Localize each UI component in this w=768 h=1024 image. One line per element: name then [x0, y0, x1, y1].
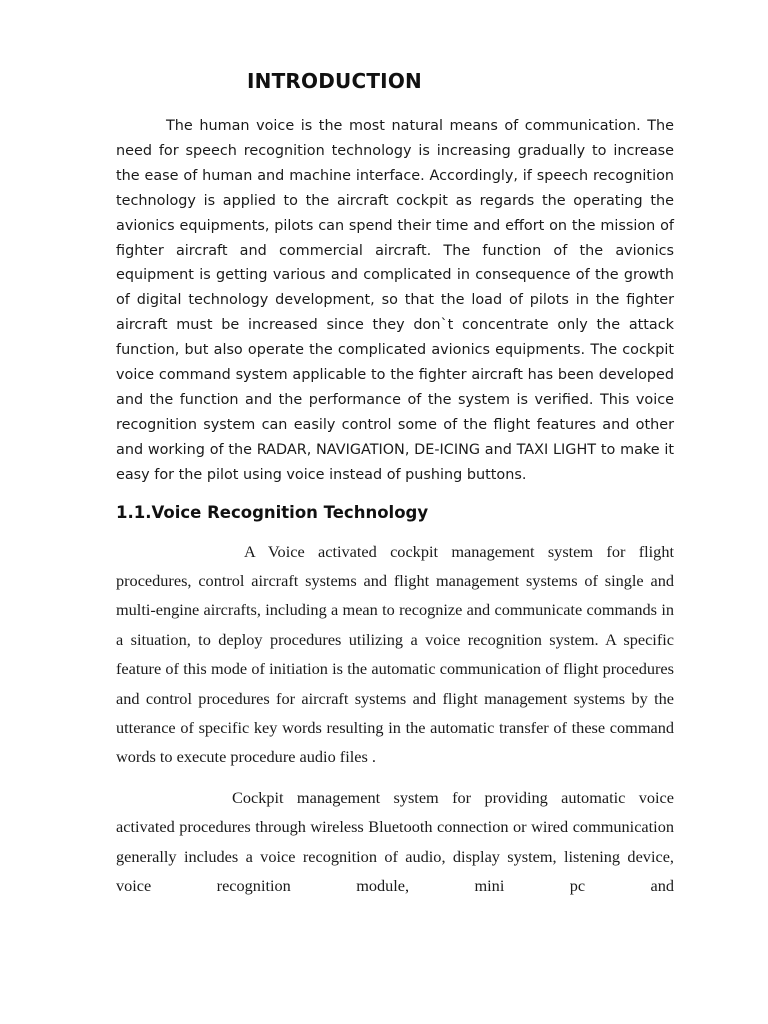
section-paragraph-1: A Voice activated cockpit management system for flight procedures, control aircraft systems and flight management systems of single and multi-engine aircrafts, including a mean to recognize and communicate commands in a situation, to deploy procedures utilizing a voice recognition system. A specific feature of this mode of initiation is the automatic communication of flight procedures and control procedures for aircraft systems and flight management systems by the utterance of specific key words resulting in the automatic transfer of these command words to execute procedure audio files . [116, 541, 674, 767]
page-title: INTRODUCTION [247, 69, 422, 93]
document-page [116, 0, 674, 900]
section-heading: 1.1.Voice Recognition Technology [116, 502, 429, 522]
section-paragraph-2: Cockpit management system for providing automatic voice activated procedures through wireless Bluetooth connection or wired communication generally includes a voice recognition of audio, display system, listening device, voice recognition module, mini pc and [116, 787, 674, 896]
intro-paragraph: The human voice is the most natural means of communication. The need for speech recognition technology is increasing gradually to increase the ease of human and machine interface. Accordingly, if speech recognition technology is applied to the aircraft cockpit as regards the operating the avionics equipments, pilots can spend their time and effort on the mission of fighter aircraft and commercial aircraft. The function of the avionics equipment is getting various and complicated in consequence of the growth of digital technology development, so that the load of pilots in the fighter aircraft must be increased since they don`t concentrate only the attack function, but also operate the complicated avionics equipments. The cockpit voice command system applicable to the fighter aircraft has been developed and the function and the performance of the system is verified. This voice recognition system can easily control some of the flight features and other and working of the RADAR, NAVIGATION, DE-ICING and TAXI LIGHT to make it easy for the pilot using voice instead of pushing buttons. [116, 118, 674, 483]
